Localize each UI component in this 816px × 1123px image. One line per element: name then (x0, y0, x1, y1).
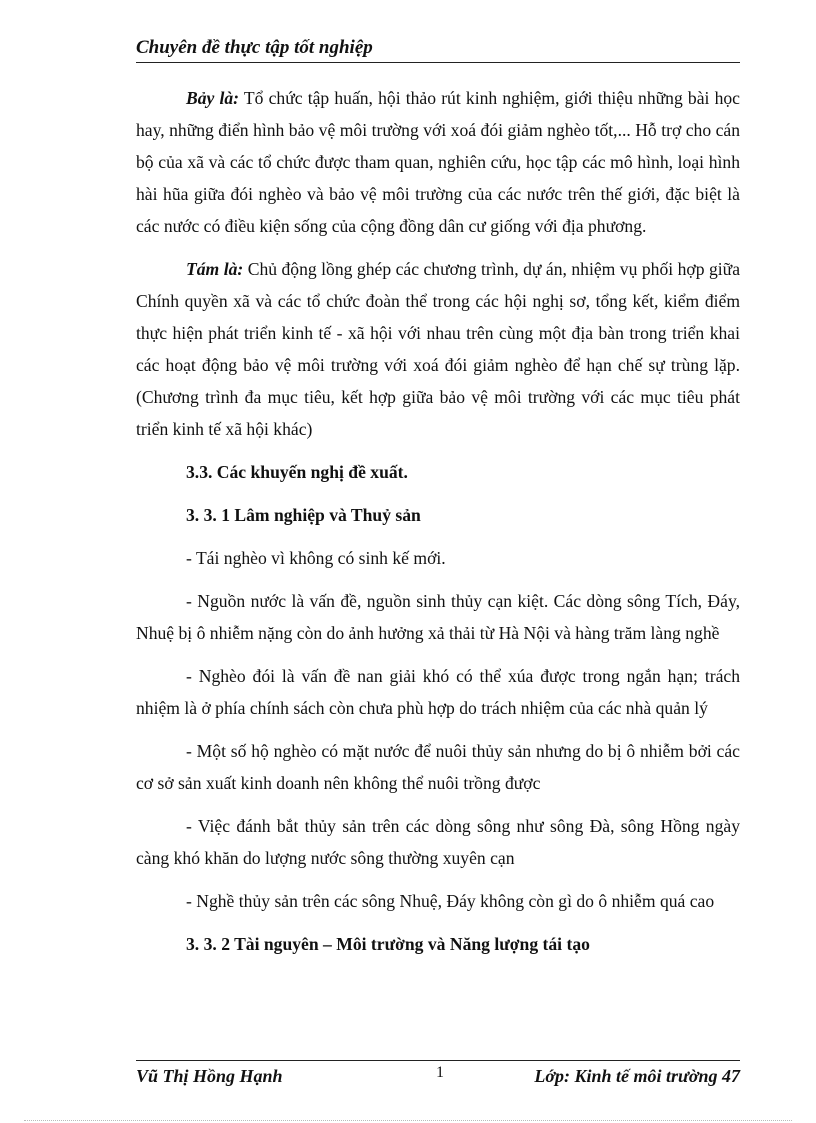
section-heading-3-3-1: 3. 3. 1 Lâm nghiệp và Thuỷ sản (186, 505, 421, 525)
paragraph-bay-la (136, 82, 740, 242)
footer-class: Lớp: Kinh tế môi trường 47 (534, 1066, 740, 1086)
paragraph-lead: Bảy là: (186, 88, 240, 108)
list-item: - Nghèo đói là vấn đề nan giải khó có thể xúa được trong ngắn hạn; trách nhiệm là ở phía chính sách còn chưa phù hợp do trách nhiệm của các nhà quản lý (136, 666, 740, 718)
footer-divider (136, 1060, 740, 1061)
list-item: - Tái nghèo vì không có sinh kế mới. (186, 548, 446, 568)
paragraph-text: Tổ chức tập huấn, hội thảo rút kinh nghiệm, giới thiệu những bài học hay, những điển hình bảo vệ môi trường với xoá đói giảm nghèo tốt,... Hỗ trợ cho cán bộ của xã và các tổ chức được tham quan, nghiên cứu, học tập các mô hình, loại hình hài hũa giữa đói nghèo và bảo vệ môi trường của các nước trên thế giới, đặc biệt là các nước có điều kiện sống của cộng đồng dân cư giống với địa phương. (136, 88, 740, 236)
list-item: - Việc đánh bắt thủy sản trên các dòng sông như sông Đà, sông Hồng ngày càng khó khăn do lượng nước sông thường xuyên cạn (136, 816, 740, 868)
document-body (136, 82, 740, 960)
footer-author: Vũ Thị Hồng Hạnh (136, 1066, 283, 1086)
page-header-title: Chuyên đề thực tập tốt nghiệp (136, 37, 373, 58)
list-item: - Nguồn nước là vấn đề, nguồn sinh thủy cạn kiệt. Các dòng sông Tích, Đáy, Nhuệ bị ô nhiễm nặng còn do ảnh hưởng xả thải từ Hà Nội và hàng trăm làng nghề (136, 591, 740, 643)
list-item: - Một số hộ nghèo có mặt nước để nuôi thủy sản nhưng do bị ô nhiễm bởi các cơ sở sản xuất kinh doanh nên không thể nuôi trồng được (136, 741, 740, 793)
paragraph-lead: Tám là: (186, 259, 244, 279)
page-bottom-dotted-line (24, 1120, 792, 1121)
section-heading-3-3-2: 3. 3. 2 Tài nguyên – Môi trường và Năng lượng tái tạo (186, 934, 590, 954)
paragraph-tam-la (136, 253, 740, 445)
header-divider (136, 62, 740, 63)
page-number: 1 (436, 1064, 444, 1081)
list-item: - Nghề thủy sản trên các sông Nhuệ, Đáy không còn gì do ô nhiễm quá cao (186, 891, 715, 911)
paragraph-text: Chủ động lồng ghép các chương trình, dự án, nhiệm vụ phối hợp giữa Chính quyền xã và các tổ chức đoàn thể trong các hội nghị sơ, tổng kết, kiểm điểm thực hiện phát triển kinh tế - xã hội với nhau trên cùng một địa bàn trong triển khai các hoạt động bảo vệ môi trường với xoá đói giảm nghèo để hạn chế sự trùng lặp. (Chương trình đa mục tiêu, kết hợp giữa bảo vệ môi trường với các mục tiêu phát triển kinh tế xã hội khác) (136, 259, 741, 439)
section-heading-3-3: 3.3. Các khuyến nghị đề xuất. (186, 462, 408, 482)
